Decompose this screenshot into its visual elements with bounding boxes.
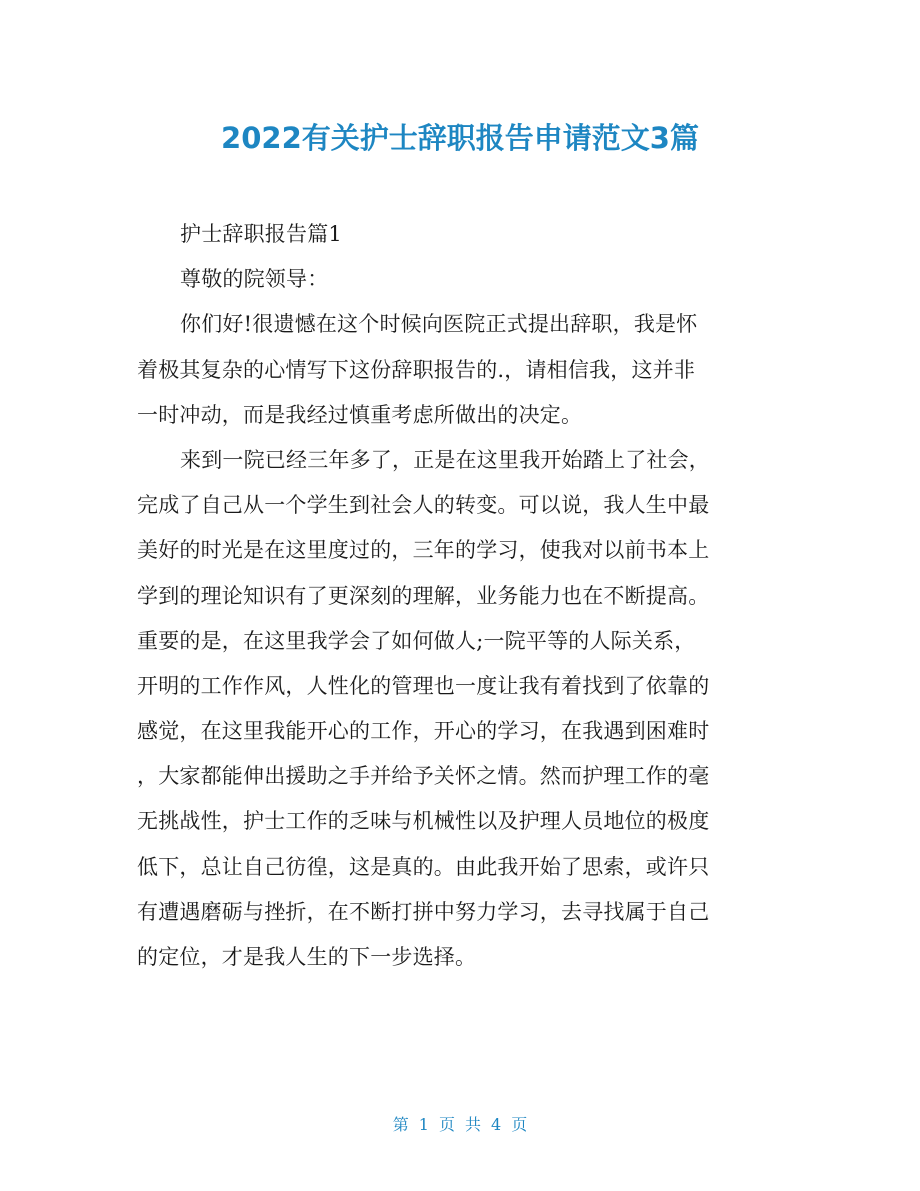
paragraph-line: 感觉，在这里我能开心的工作，开心的学习，在我遇到困难时 (137, 719, 710, 744)
paragraph-line: 着极其复杂的心情写下这份辞职报告的.，请相信我，这并非 (137, 357, 696, 382)
paragraph-line: 一时冲动，而是我经过慎重考虑所做出的决定。 (137, 402, 583, 427)
paragraph-line: 来到一院已经三年多了，正是在这里我开始踏上了社会， (180, 447, 710, 472)
paragraph-line: 低下，总让自己彷徨，这是真的。由此我开始了思索，或许只 (137, 854, 710, 879)
document-body (137, 212, 787, 980)
salutation: 尊敬的院领导： (180, 267, 329, 292)
paragraph-line: 完成了自己从一个学生到社会人的转变。可以说，我人生中最 (137, 493, 710, 518)
paragraph-line: 重要的是，在这里我学会了如何做人;一院平等的人际关系， (137, 628, 696, 653)
document-title: 2022有关护士辞职报告申请范文3篇 (221, 121, 699, 155)
paragraph-line: 学到的理论知识有了更深刻的理解，业务能力也在不断提高。 (137, 583, 710, 608)
footer-page-word: 页 (438, 1115, 455, 1134)
paragraph-line: ，大家都能伸出援助之手并给予关怀之情。然而护理工作的毫 (137, 764, 710, 789)
footer-prefix: 第 (392, 1115, 409, 1134)
footer-total-word: 共 (465, 1115, 482, 1134)
paragraph-line: 无挑战性，护士工作的乏味与机械性以及护理人员地位的极度 (137, 809, 710, 834)
footer-suffix: 页 (511, 1115, 528, 1134)
paragraph-line: 开明的工作作风，人性化的管理也一度让我有着找到了依靠的 (137, 673, 710, 698)
paragraph-line: 的定位，才是我人生的下一步选择。 (137, 945, 477, 969)
section-heading: 护士辞职报告篇1 (180, 222, 342, 246)
paragraph-line: 有遭遇磨砺与挫折，在不断打拼中努力学习，去寻找属于自己 (137, 899, 710, 924)
paragraph-line: 美好的时光是在这里度过的，三年的学习，使我对以前书本上 (137, 538, 710, 563)
page-footer (0, 1113, 920, 1137)
footer-page-number: 1 (418, 1115, 429, 1134)
footer-total-pages: 4 (491, 1115, 502, 1134)
paragraph-line: 你们好!很遗憾在这个时候向医院正式提出辞职，我是怀 (180, 312, 698, 337)
